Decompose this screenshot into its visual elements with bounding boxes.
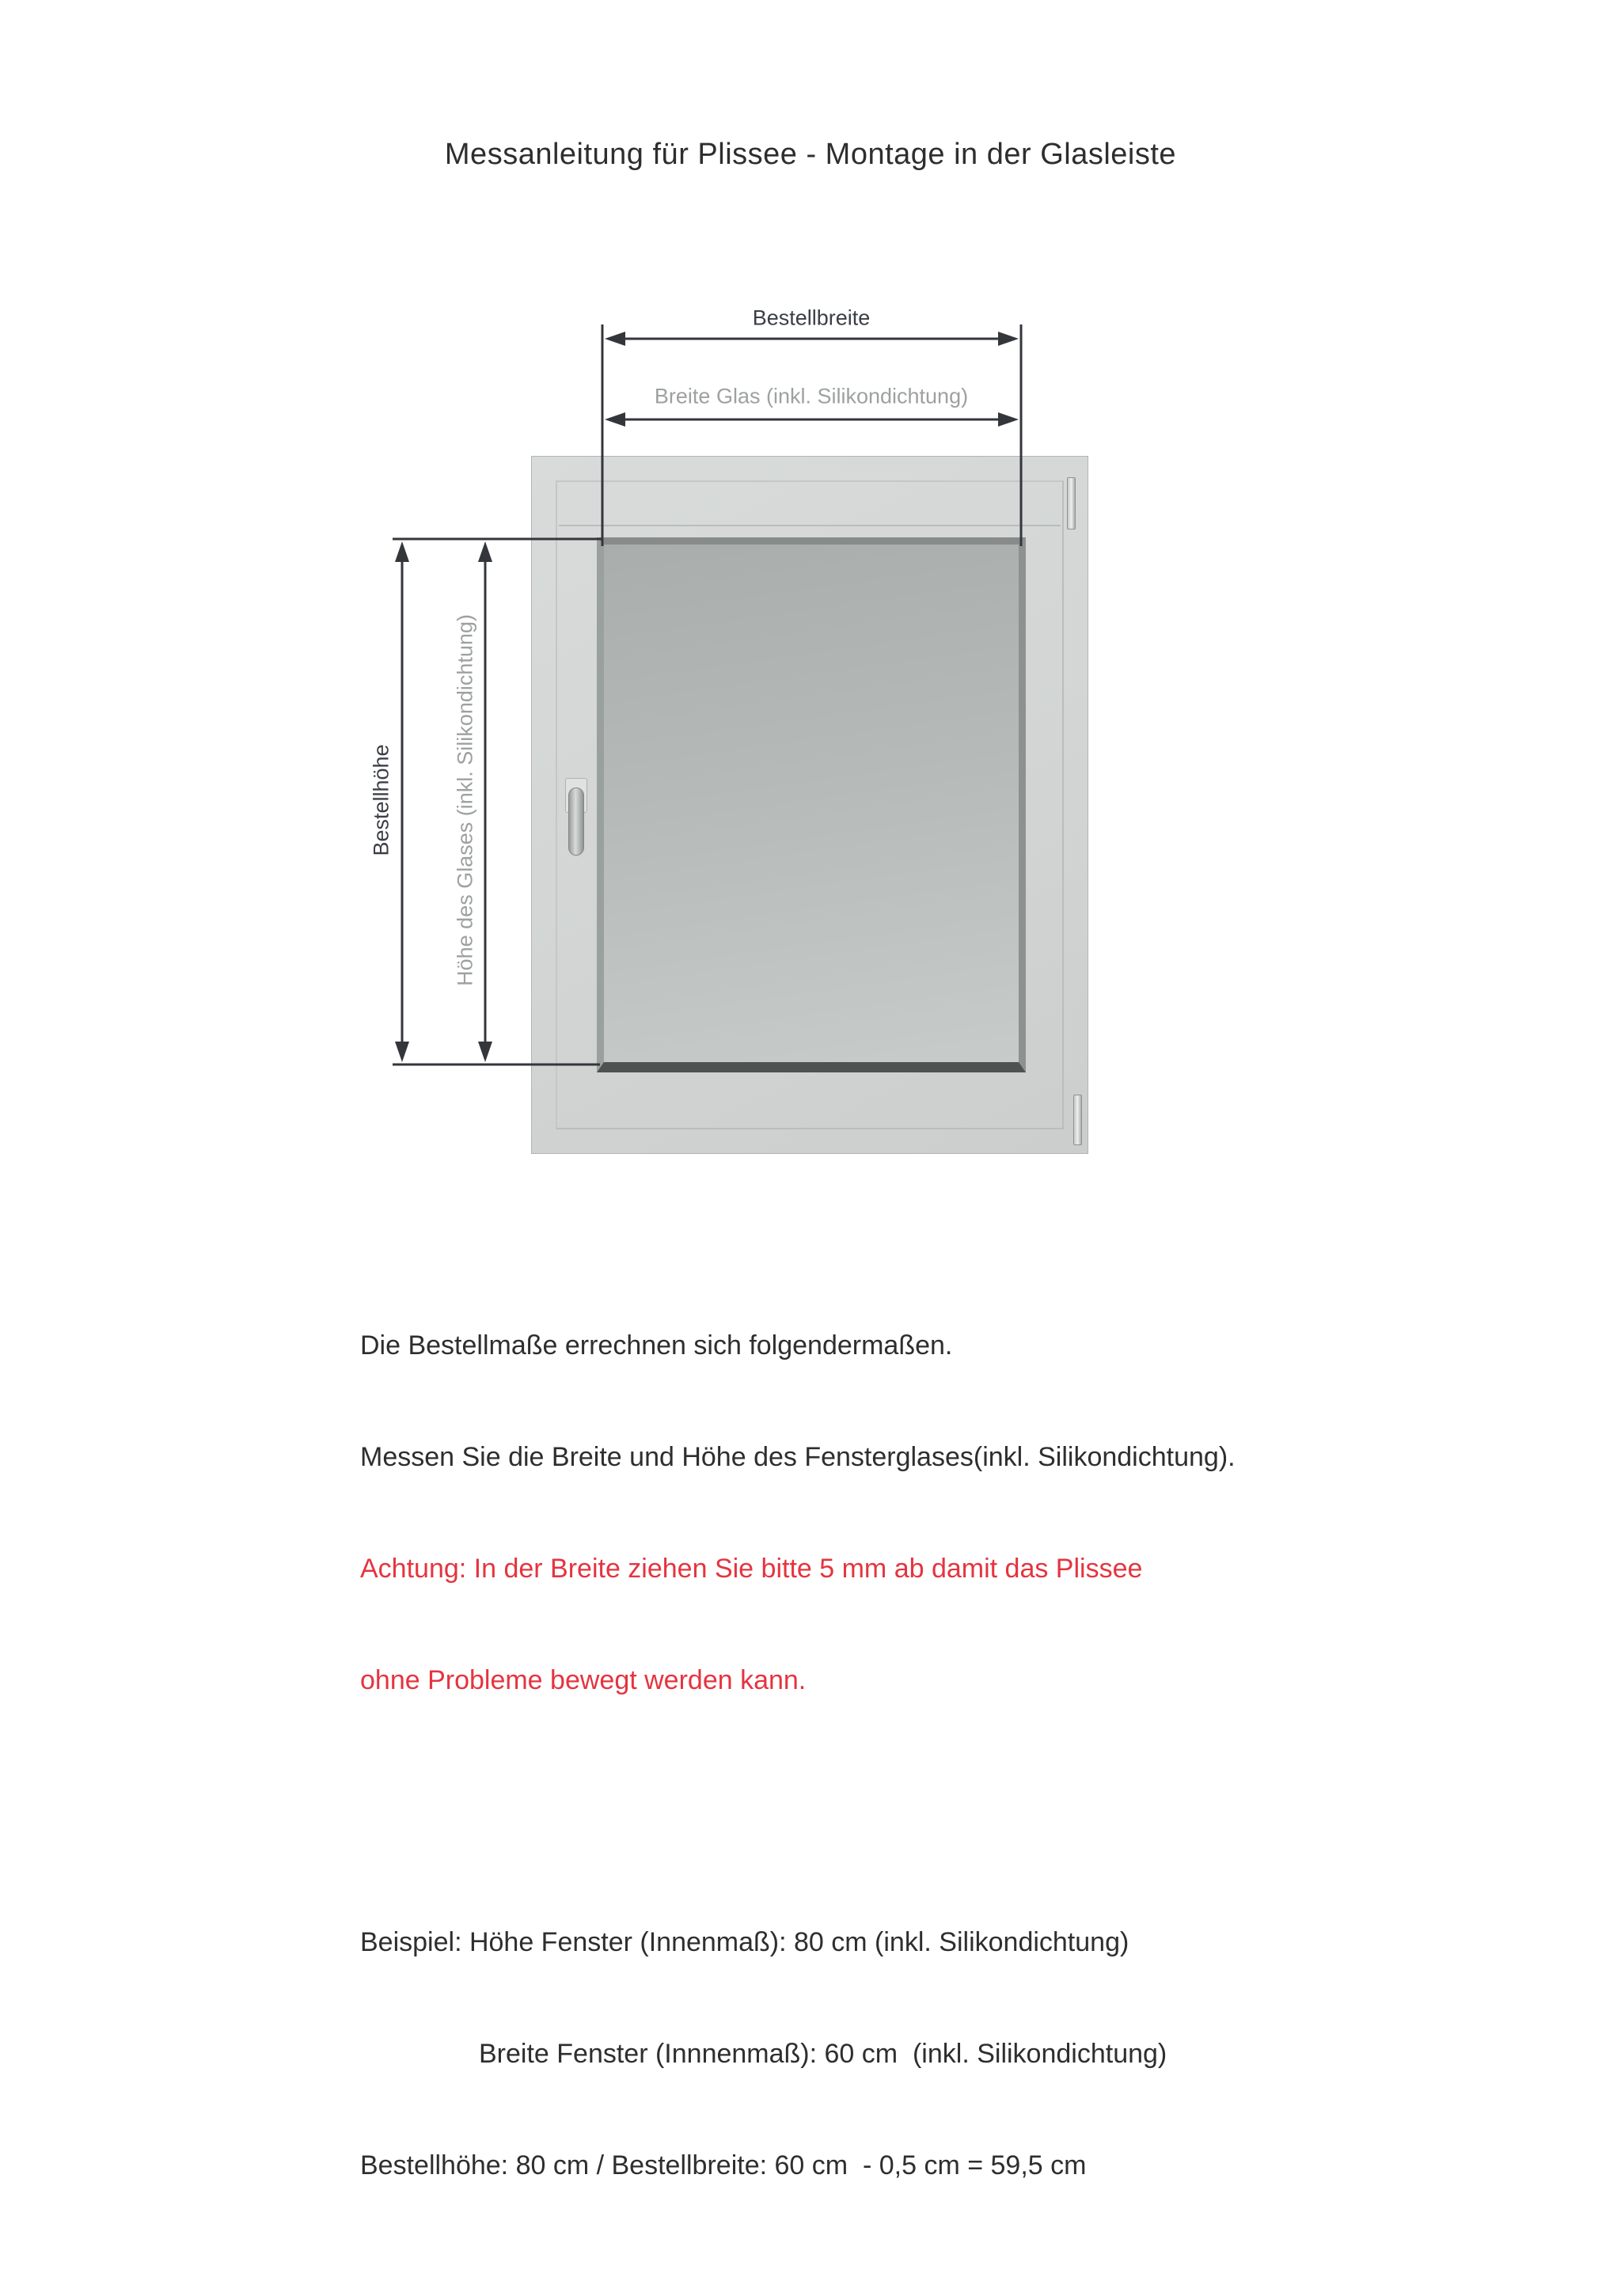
page-title: Messanleitung für Plissee - Montage in der Glasleiste — [444, 138, 1177, 171]
window-illustration — [531, 456, 1088, 1154]
window-handle-lever — [568, 787, 584, 856]
window-glazing-bead-line — [559, 525, 1061, 526]
example-block — [360, 1850, 1236, 2259]
instructions-block — [360, 1253, 1236, 2296]
glass-height-arrow — [478, 541, 492, 1062]
window-glass — [597, 537, 1026, 1072]
warning-line-1: Achtung: In der Breite ziehen Sie bitte 5 mm ab damit das Plissee — [360, 1554, 1143, 1584]
example-line-3: Bestellhöhe: 80 cm / Bestellbreite: 60 cm - 0,5 cm = 59,5 cm — [360, 2150, 1087, 2180]
glass-height-label: Höhe des Glases (inkl. Silikondichtung) — [453, 614, 477, 986]
order-height-label: Bestellhöhe — [369, 744, 393, 856]
window-hinge-top — [1067, 477, 1076, 529]
order-width-arrow — [605, 332, 1019, 346]
order-height-arrow — [395, 541, 409, 1062]
glass-width-arrow — [605, 412, 1019, 427]
glass-width-label: Breite Glas (inkl. Silikondichtung) — [654, 384, 969, 408]
example-line-2: Breite Fenster (Innnenmaß): 60 cm (inkl. Silikondichtung) — [479, 2039, 1167, 2069]
order-width-label: Bestellbreite — [752, 306, 871, 330]
warning-line-2: ohne Probleme bewegt werden kann. — [360, 1665, 807, 1695]
instruction-line-2: Messen Sie die Breite und Höhe des Fensterglases(inkl. Silikondichtung). — [360, 1442, 1236, 1472]
instruction-line-1: Die Bestellmaße errechnen sich folgendermaßen. — [360, 1330, 953, 1361]
example-line-1: Beispiel: Höhe Fenster (Innenmaß): 80 cm (inkl. Silikondichtung) — [360, 1927, 1129, 1957]
window-hinge-bottom — [1073, 1095, 1082, 1145]
